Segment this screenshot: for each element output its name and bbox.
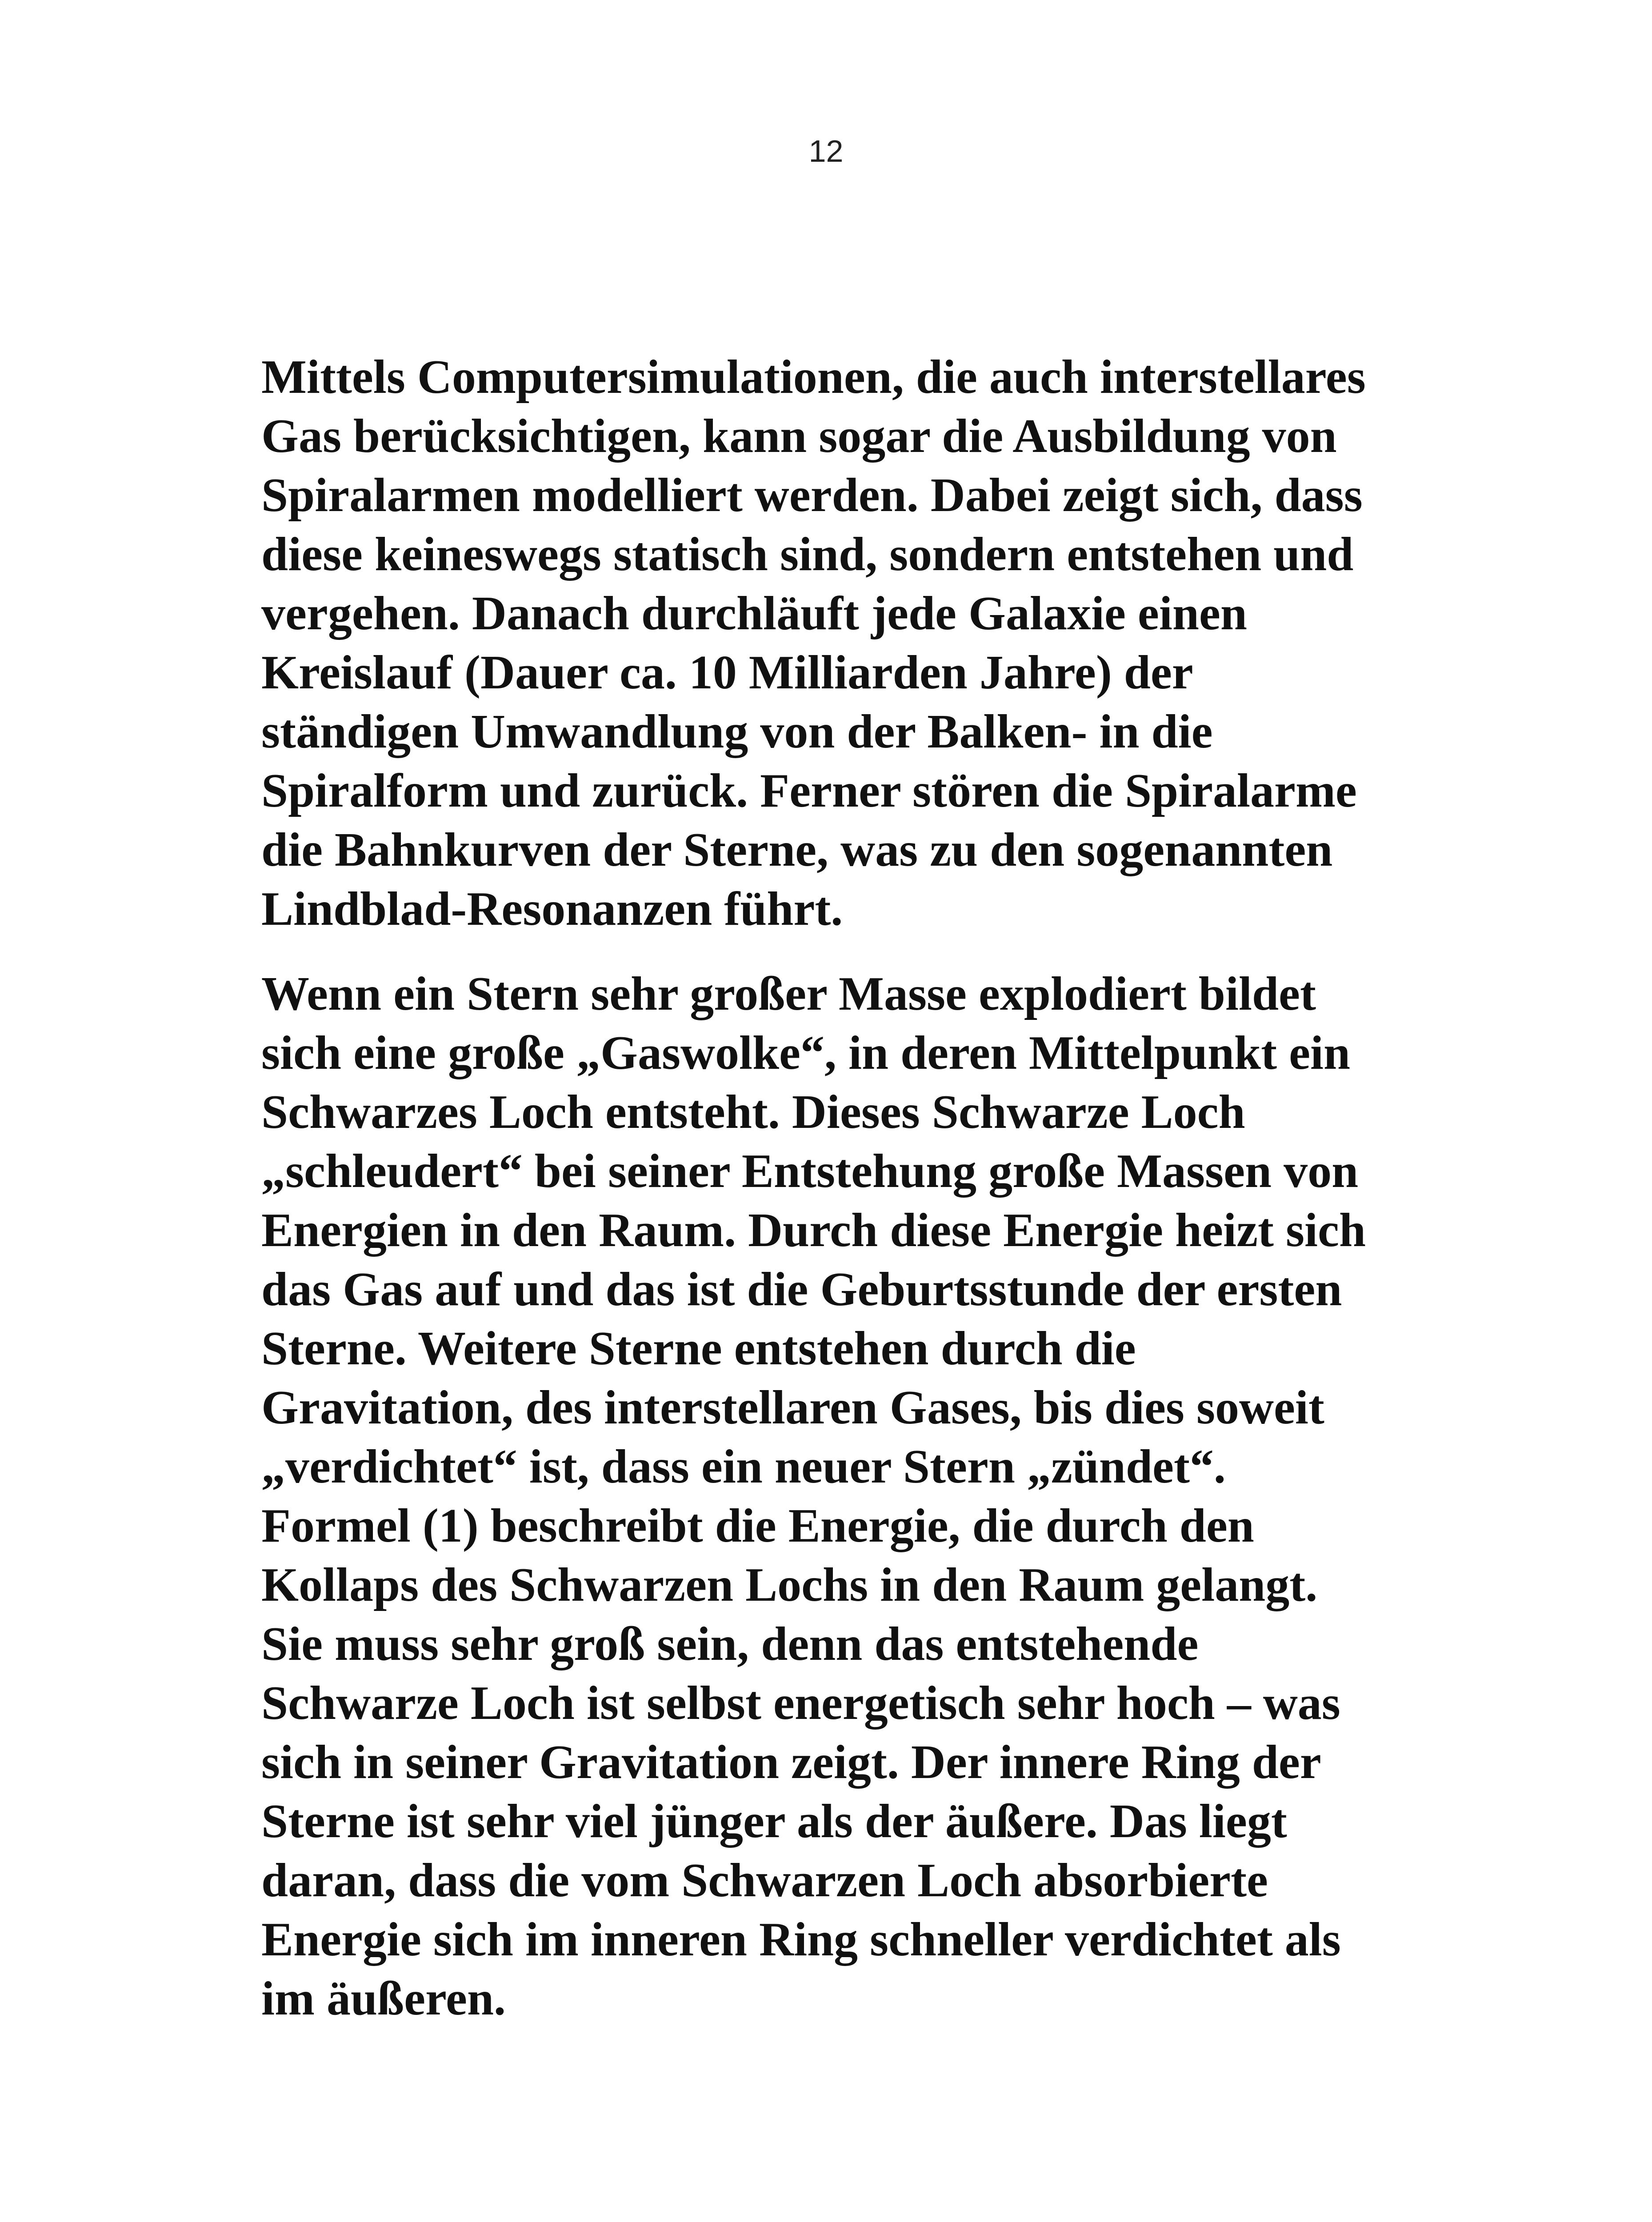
paragraph-black-hole (261, 964, 1399, 2028)
text-line: Sterne ist sehr viel jünger als der äußere. Das liegt (261, 1795, 1287, 1848)
text-line: Spiralform und zurück. Ferner stören die Spiralarme (261, 764, 1357, 817)
text-line: Energien in den Raum. Durch diese Energie heizt sich (261, 1204, 1366, 1257)
text-line: „schleudert“ bei seiner Entstehung große Massen von (261, 1145, 1359, 1198)
text-line: Schwarze Loch ist selbst energetisch sehr hoch – was (261, 1677, 1340, 1730)
text-line: Gas berücksichtigen, kann sogar die Ausbildung von (261, 410, 1337, 463)
text-line: daran, dass die vom Schwarzen Loch absorbierte (261, 1854, 1268, 1907)
paragraph-spiral-arms (261, 348, 1399, 939)
text-line: „verdichtet“ ist, dass ein neuer Stern „zündet“. (261, 1440, 1226, 1493)
text-line: ständigen Umwandlung von der Balken- in die (261, 705, 1213, 758)
document-body (261, 348, 1399, 2028)
text-line: Formel (1) beschreibt die Energie, die durch den (261, 1499, 1254, 1552)
text-line: Schwarzes Loch entsteht. Dieses Schwarze Loch (261, 1086, 1245, 1139)
text-line: vergehen. Danach durchläuft jede Galaxie einen (261, 587, 1247, 640)
text-line: Sie muss sehr groß sein, denn das entstehende (261, 1618, 1199, 1670)
text-line: im äußeren. (261, 1972, 506, 2025)
text-line: Energie sich im inneren Ring schneller verdichtet als (261, 1913, 1341, 1966)
text-line: diese keineswegs statisch sind, sondern entstehen und (261, 528, 1354, 581)
text-line: sich in seiner Gravitation zeigt. Der innere Ring der (261, 1736, 1321, 1789)
text-line: Spiralarmen modelliert werden. Dabei zeigt sich, dass (261, 469, 1363, 522)
text-line: Lindblad-Resonanzen führt. (261, 883, 843, 935)
text-line: Kreislauf (Dauer ca. 10 Milliarden Jahre) der (261, 646, 1193, 699)
text-line: Sterne. Weitere Sterne entstehen durch die (261, 1322, 1136, 1375)
page-number: 12 (808, 134, 844, 168)
text-line: das Gas auf und das ist die Geburtsstunde der ersten (261, 1263, 1342, 1316)
text-line: Gravitation, des interstellaren Gases, bis dies soweit (261, 1381, 1324, 1434)
text-line: die Bahnkurven der Sterne, was zu den sogenannten (261, 823, 1333, 876)
text-line: Mittels Computersimulationen, die auch interstellares (261, 351, 1366, 404)
text-line: Kollaps des Schwarzen Lochs in den Raum gelangt. (261, 1559, 1318, 1611)
text-line: Wenn ein Stern sehr großer Masse explodiert bildet (261, 967, 1316, 1020)
text-line: sich eine große „Gaswolke“, in deren Mittelpunkt ein (261, 1027, 1351, 1079)
